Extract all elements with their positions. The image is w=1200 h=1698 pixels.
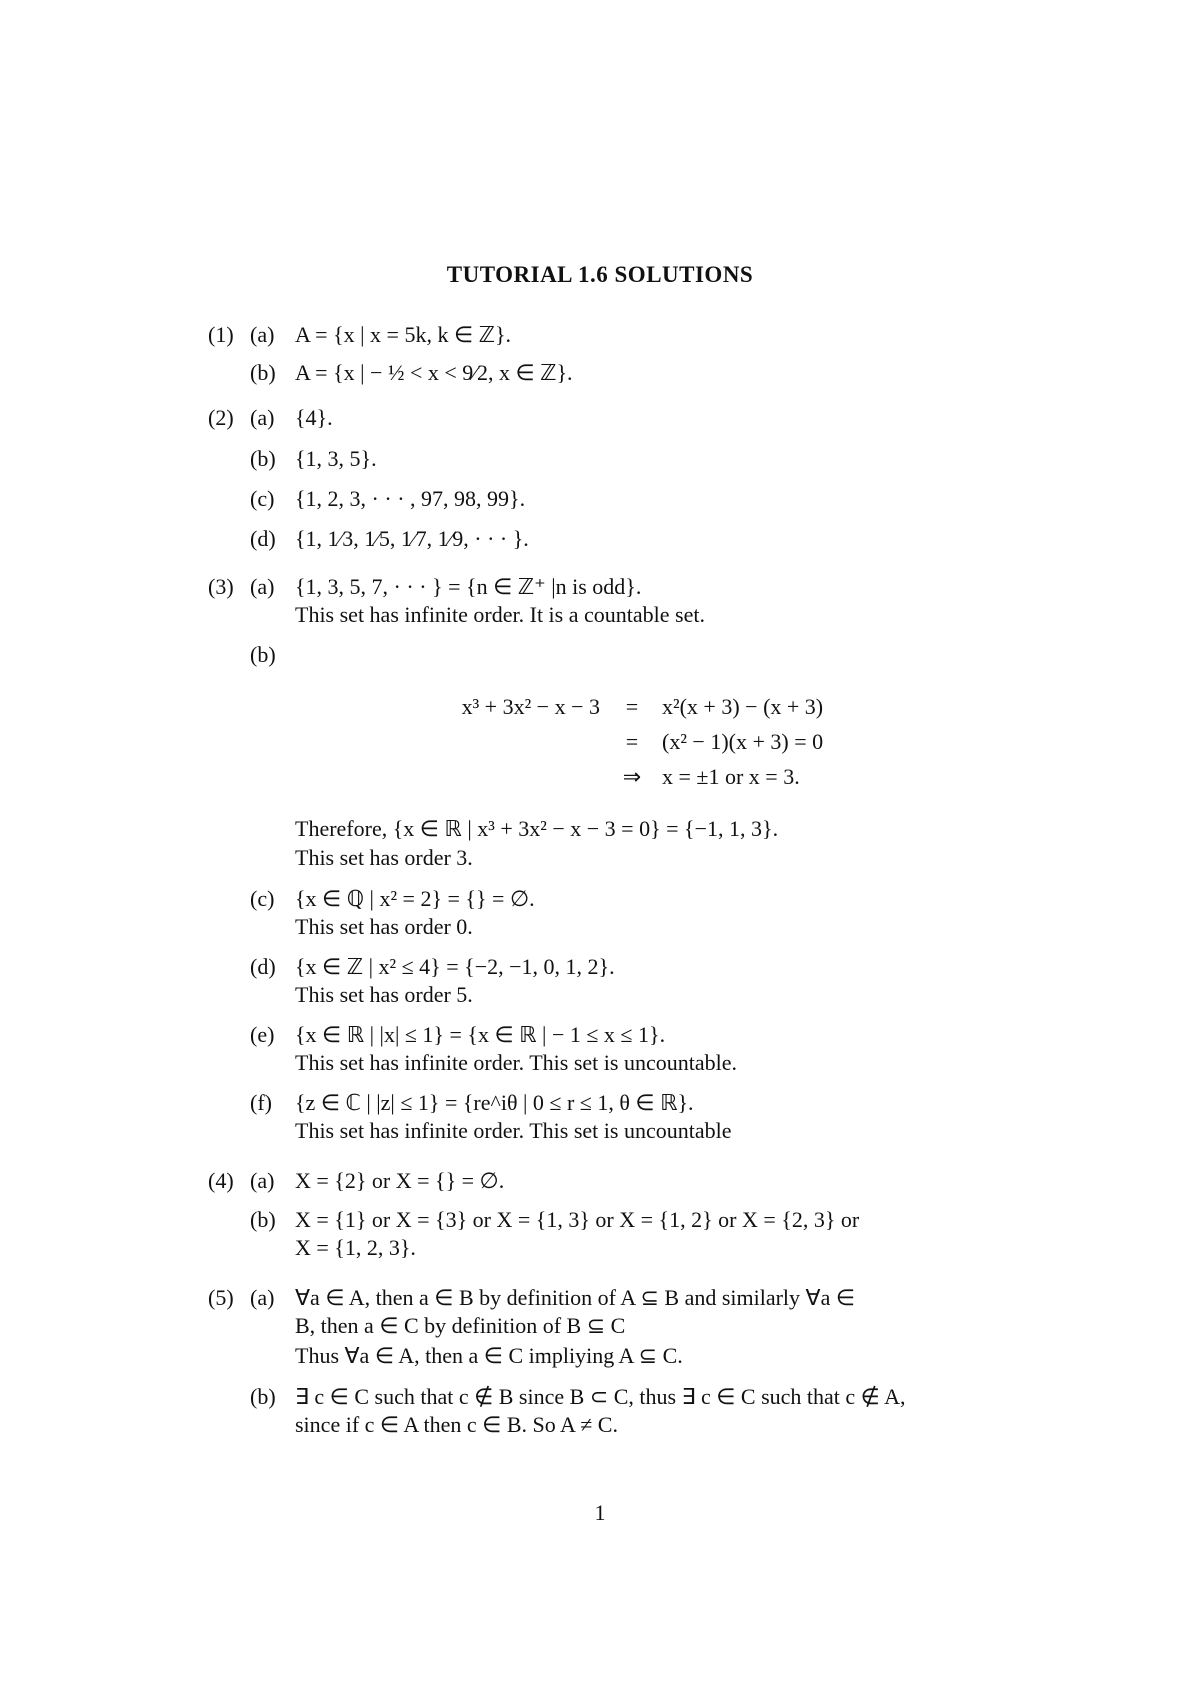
q5-b-label: (b) — [250, 1384, 276, 1409]
equation-relation-1: = — [625, 694, 639, 719]
question-4-number: (4) — [208, 1168, 234, 1193]
q4-b-label: (b) — [250, 1207, 276, 1232]
q2-d-label: (d) — [250, 526, 276, 551]
equation-rhs-3: x = ±1 or x = 3. — [662, 764, 800, 789]
q3-e-text: {x ∈ ℝ | |x| ≤ 1} = {x ∈ ℝ | − 1 ≤ x ≤ 1}. — [295, 1022, 666, 1047]
page-title: TUTORIAL 1.6 SOLUTIONS — [446, 262, 754, 287]
q3-d-text: {x ∈ ℤ | x² ≤ 4} = {−2, −1, 0, 1, 2}. — [295, 954, 615, 979]
q2-b-text: {1, 3, 5}. — [295, 446, 377, 471]
q5-a-text-line-1: ∀a ∈ A, then a ∈ B by definition of A ⊆ B and similarly ∀a ∈ — [295, 1285, 856, 1310]
q2-d-text: {1, 1⁄3, 1⁄5, 1⁄7, 1⁄9, · · · }. — [295, 526, 529, 551]
q2-a-label: (a) — [250, 405, 275, 430]
q3-a-label: (a) — [250, 574, 275, 599]
q3-c-label: (c) — [250, 886, 275, 911]
q3-d-label: (d) — [250, 954, 276, 979]
q2-c-label: (c) — [250, 486, 275, 511]
q3-f-note: This set has infinite order. This set is uncountable — [295, 1118, 732, 1143]
q3-a-text: {1, 3, 5, 7, · · · } = {n ∈ ℤ⁺ |n is odd}. — [295, 574, 642, 599]
question-1-number: (1) — [208, 322, 234, 347]
q3-f-text: {z ∈ ℂ | |z| ≤ 1} = {re^iθ | 0 ≤ r ≤ 1, θ ∈ ℝ}. — [295, 1090, 694, 1115]
q3-b-therefore: Therefore, {x ∈ ℝ | x³ + 3x² − x − 3 = 0} = {−1, 1, 3}. — [295, 816, 779, 841]
q5-b-text-line-1: ∃ c ∈ C such that c ∉ B since B ⊂ C, thus ∃ c ∈ C such that c ∉ A, — [295, 1384, 906, 1409]
q5-a-text-line-3: Thus ∀a ∈ A, then a ∈ C impliying A ⊆ C. — [295, 1343, 683, 1368]
q1-a-label: (a) — [250, 322, 275, 347]
q3-e-note: This set has infinite order. This set is uncountable. — [295, 1050, 737, 1075]
q4-b-text-line-2: X = {1, 2, 3}. — [295, 1235, 416, 1260]
q5-b-text-line-2: since if c ∈ A then c ∈ B. So A ≠ C. — [295, 1412, 618, 1437]
q3-f-label: (f) — [250, 1090, 272, 1115]
equation-lhs: x³ + 3x² − x − 3 — [461, 694, 600, 719]
q3-b-label: (b) — [250, 642, 276, 667]
q5-a-label: (a) — [250, 1285, 275, 1310]
q2-b-label: (b) — [250, 446, 276, 471]
question-3-number: (3) — [208, 574, 234, 599]
question-5-number: (5) — [208, 1285, 234, 1310]
q4-a-text: X = {2} or X = {} = ∅. — [295, 1168, 505, 1193]
equation-relation-3: ⇒ — [622, 764, 642, 789]
q2-a-text: {4}. — [295, 405, 333, 430]
q4-a-label: (a) — [250, 1168, 275, 1193]
q4-b-text-line-1: X = {1} or X = {3} or X = {1, 3} or X = {1, 2} or X = {2, 3} or — [295, 1207, 860, 1232]
q3-c-text: {x ∈ ℚ | x² = 2} = {} = ∅. — [295, 886, 535, 911]
page-number: 1 — [594, 1500, 606, 1525]
q3-c-note: This set has order 0. — [295, 914, 473, 939]
q1-a-text: A = {x | x = 5k, k ∈ ℤ}. — [295, 322, 512, 347]
equation-rhs-2: (x² − 1)(x + 3) = 0 — [662, 729, 824, 754]
q3-e-label: (e) — [250, 1022, 275, 1047]
q3-d-note: This set has order 5. — [295, 982, 473, 1007]
q5-a-text-line-2: B, then a ∈ C by definition of B ⊆ C — [295, 1313, 626, 1338]
q1-b-text: A = {x | − ½ < x < 9⁄2, x ∈ ℤ}. — [295, 360, 573, 385]
equation-relation-2: = — [625, 729, 639, 754]
q1-b-label: (b) — [250, 360, 276, 385]
q3-b-note: This set has order 3. — [295, 845, 473, 870]
question-2-number: (2) — [208, 405, 234, 430]
q2-c-text: {1, 2, 3, · · · , 97, 98, 99}. — [295, 486, 526, 511]
q3-a-note: This set has infinite order. It is a countable set. — [295, 602, 705, 627]
equation-rhs-1: x²(x + 3) − (x + 3) — [662, 694, 824, 719]
